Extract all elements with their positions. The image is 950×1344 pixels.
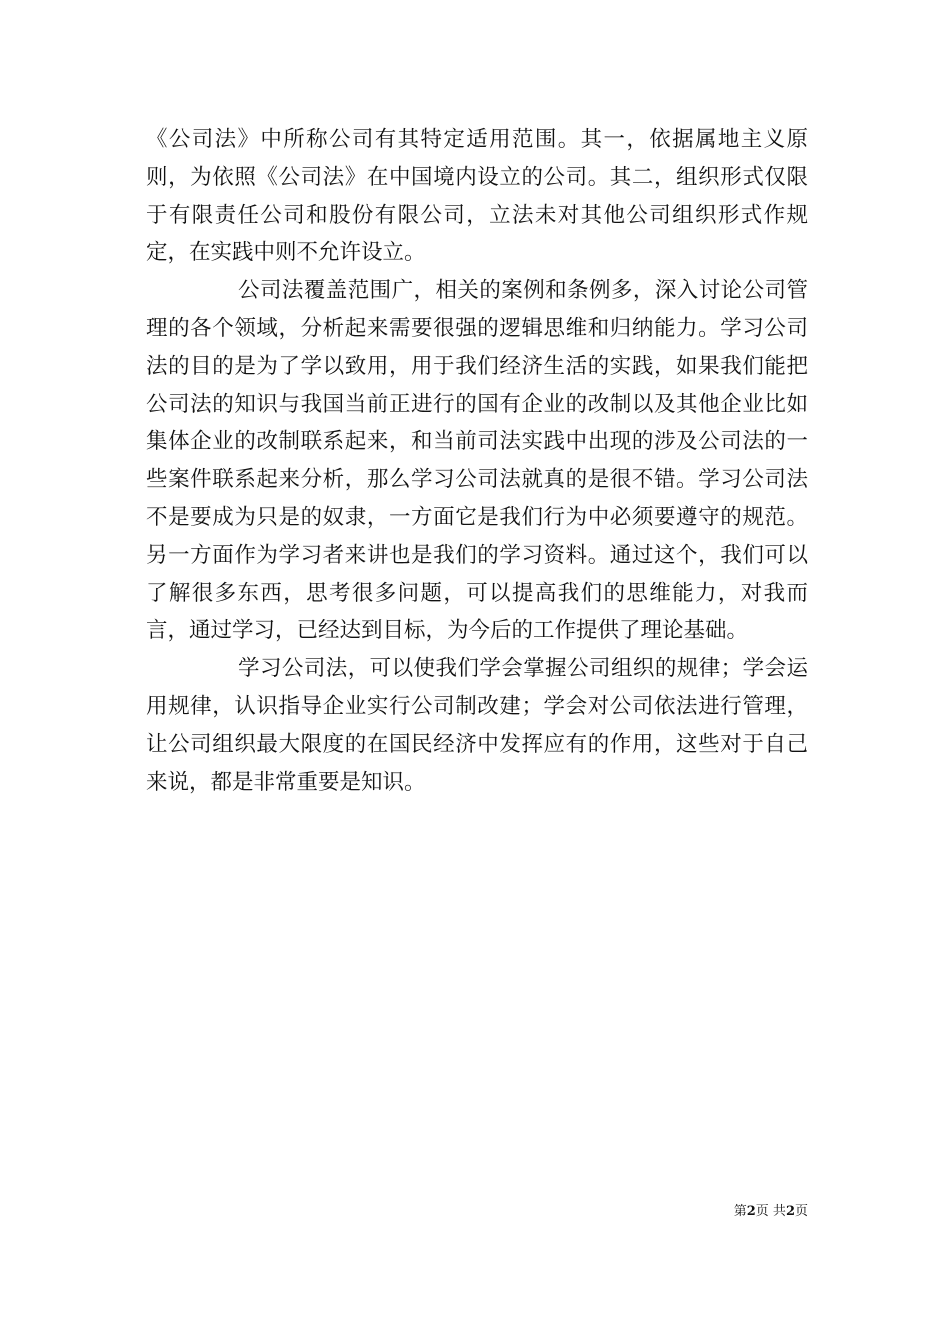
body-text <box>146 121 808 801</box>
paragraph-scope: 《公司法》中所称公司有其特定适用范围。其一，依据属地主义原则，为依照《公司法》在中国境内设立的公司。其二，组织形式仅限于有限责任公司和股份有限公司，立法未对其他公司组织形式作规定，在实践中则不允许设立。 <box>146 127 808 266</box>
paragraph-conclusion: 学习公司法，可以使我们学会掌握公司组织的规律；学会运用规律，认识指导企业实行公司制改建；学会对公司依法进行管理，让公司组织最大限度的在国民经济中发挥应有的作用，这些对于自己来说，都是非常重要是知识。 <box>146 656 808 795</box>
footer-prefix: 第 <box>733 1204 747 1219</box>
footer-suffix: 页 <box>794 1204 808 1219</box>
footer-total-pages: 2 <box>785 1204 795 1219</box>
footer-page-number: 2 <box>746 1204 756 1219</box>
paragraph-study-purpose: 公司法覆盖范围广，相关的案例和条例多，深入讨论公司管理的各个领域，分析起来需要很强的逻辑思维和归纳能力。学习公司法的目的是为了学以致用，用于我们经济生活的实践，如果我们能把公司法的知识与我国当前正进行的国有企业的改制以及其他企业比如集体企业的改制联系起来，和当前司法实践中出现的涉及公司法的一些案件联系起来分析，那么学习公司法就真的是很不错。学习公司法不是要成为只是的奴隶，一方面它是我们行为中必须要遵守的规范。另一方面作为学习者来讲也是我们的学习资料。通过这个，我们可以了解很多东西，思考很多问题，可以提高我们的思维能力，对我而言，通过学习，已经达到目标，为今后的工作提供了理论基础。 <box>146 278 808 644</box>
footer-middle: 页 共 <box>755 1204 786 1219</box>
page-footer <box>734 1203 808 1221</box>
